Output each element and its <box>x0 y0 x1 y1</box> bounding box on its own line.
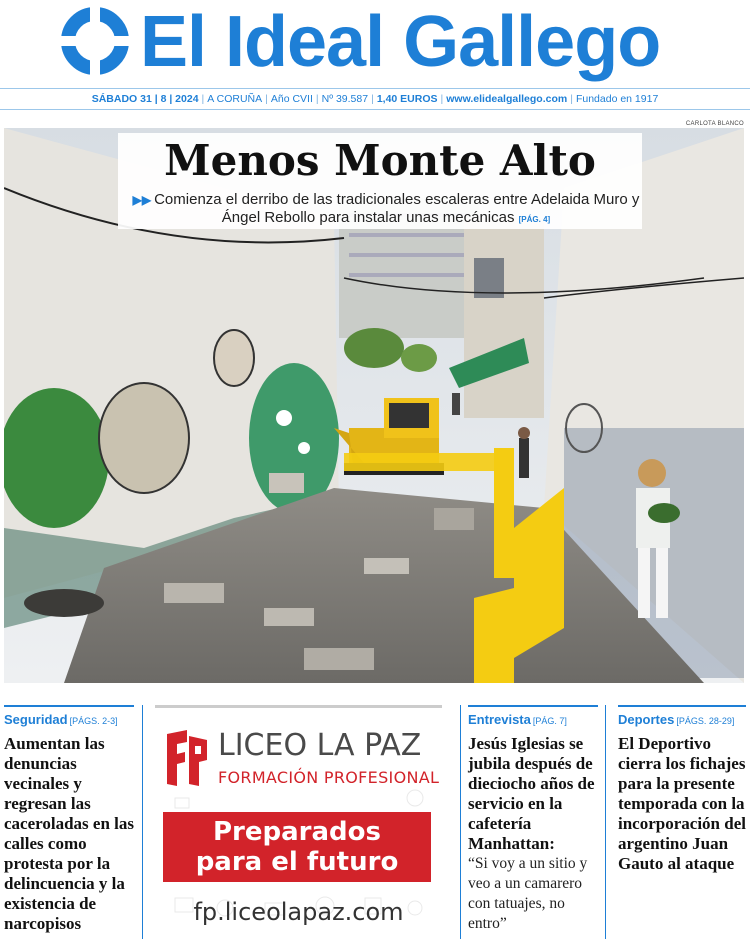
liceo-la-paz-ad[interactable] <box>155 705 442 939</box>
issue-number: Nº 39.587 <box>321 93 369 105</box>
deportes-section-label: Deportes [PÁGS. 28-29] <box>618 712 735 727</box>
seguridad-section-label: Seguridad [PÁGS. 2-3] <box>4 712 118 727</box>
entrevista-headline[interactable]: Jesús Iglesias se jubila después de dieciocho años de servicio en la cafetería Manhattan: <box>468 734 595 853</box>
entrevista-column <box>468 705 598 934</box>
ad-slogan-banner <box>163 812 431 882</box>
issue-price: 1,40 EUROS <box>376 93 438 105</box>
column-divider <box>605 705 606 939</box>
deportes-headline[interactable]: El Deportivo cierra los fichajes para la presente temporada con la incorporación del argentino Juan Gauto al ataque <box>618 734 746 873</box>
fp-logo-icon <box>165 730 209 786</box>
seguridad-column <box>4 705 134 934</box>
photo-credit: CARLOTA BLANCO <box>685 121 744 127</box>
lead-headline-box <box>118 133 642 229</box>
ad-brand: LICEO LA PAZ <box>218 728 422 763</box>
deportes-column <box>618 705 746 874</box>
lead-subhead-text: Comienza el derribo de las tradicionales escaleras entre Adelaida Muro y Ángel Rebollo para instalar unas mecánicas <box>154 191 640 226</box>
column-divider <box>142 705 143 939</box>
section-rule <box>4 705 134 707</box>
dateline: SÁBADO 31 | 8 | 2024 | A CORUÑA | Año CVII | Nº 39.587 | 1,40 EUROS | www.elidealgallego.com | Fundado en 1917 <box>0 88 750 110</box>
lead-subhead <box>130 191 642 228</box>
seguridad-headline[interactable]: Aumentan las denuncias vecinales y regresan las caceroladas en las calles como protesta por la delincuencia y la existencia de narcopisos <box>4 734 135 933</box>
founded-text: Fundado en 1917 <box>575 93 659 105</box>
issue-city: A CORUÑA <box>207 93 263 105</box>
entrevista-section-label: Entrevista [PÁG. 7] <box>468 712 567 727</box>
ad-url-link[interactable]: fp.liceolapaz.com <box>193 898 404 926</box>
double-arrow-icon: ▶▶ <box>132 193 152 207</box>
entrevista-quote: “Si voy a un sitio y veo a un camarero con tatuajes, no entro” <box>468 855 588 932</box>
newspaper-logo-icon <box>60 6 130 76</box>
lead-headline[interactable]: Menos Monte Alto <box>164 136 596 185</box>
issue-date: SÁBADO 31 | 8 | 2024 <box>91 93 199 105</box>
ad-slogan-line2: para el futuro <box>195 847 399 877</box>
section-rule <box>468 705 598 707</box>
issue-year: Año CVII <box>270 93 313 105</box>
website-link[interactable]: www.elidealgallego.com <box>446 93 568 105</box>
masthead <box>0 0 750 88</box>
lead-page-ref: [PÁG. 4] <box>518 215 551 224</box>
ad-slogan-line1: Preparados <box>213 817 381 847</box>
newspaper-title: El Ideal Gallego <box>140 2 661 82</box>
column-divider <box>460 705 461 939</box>
section-rule <box>618 705 746 707</box>
ad-tagline: FORMACIÓN PROFESIONAL <box>218 768 440 787</box>
